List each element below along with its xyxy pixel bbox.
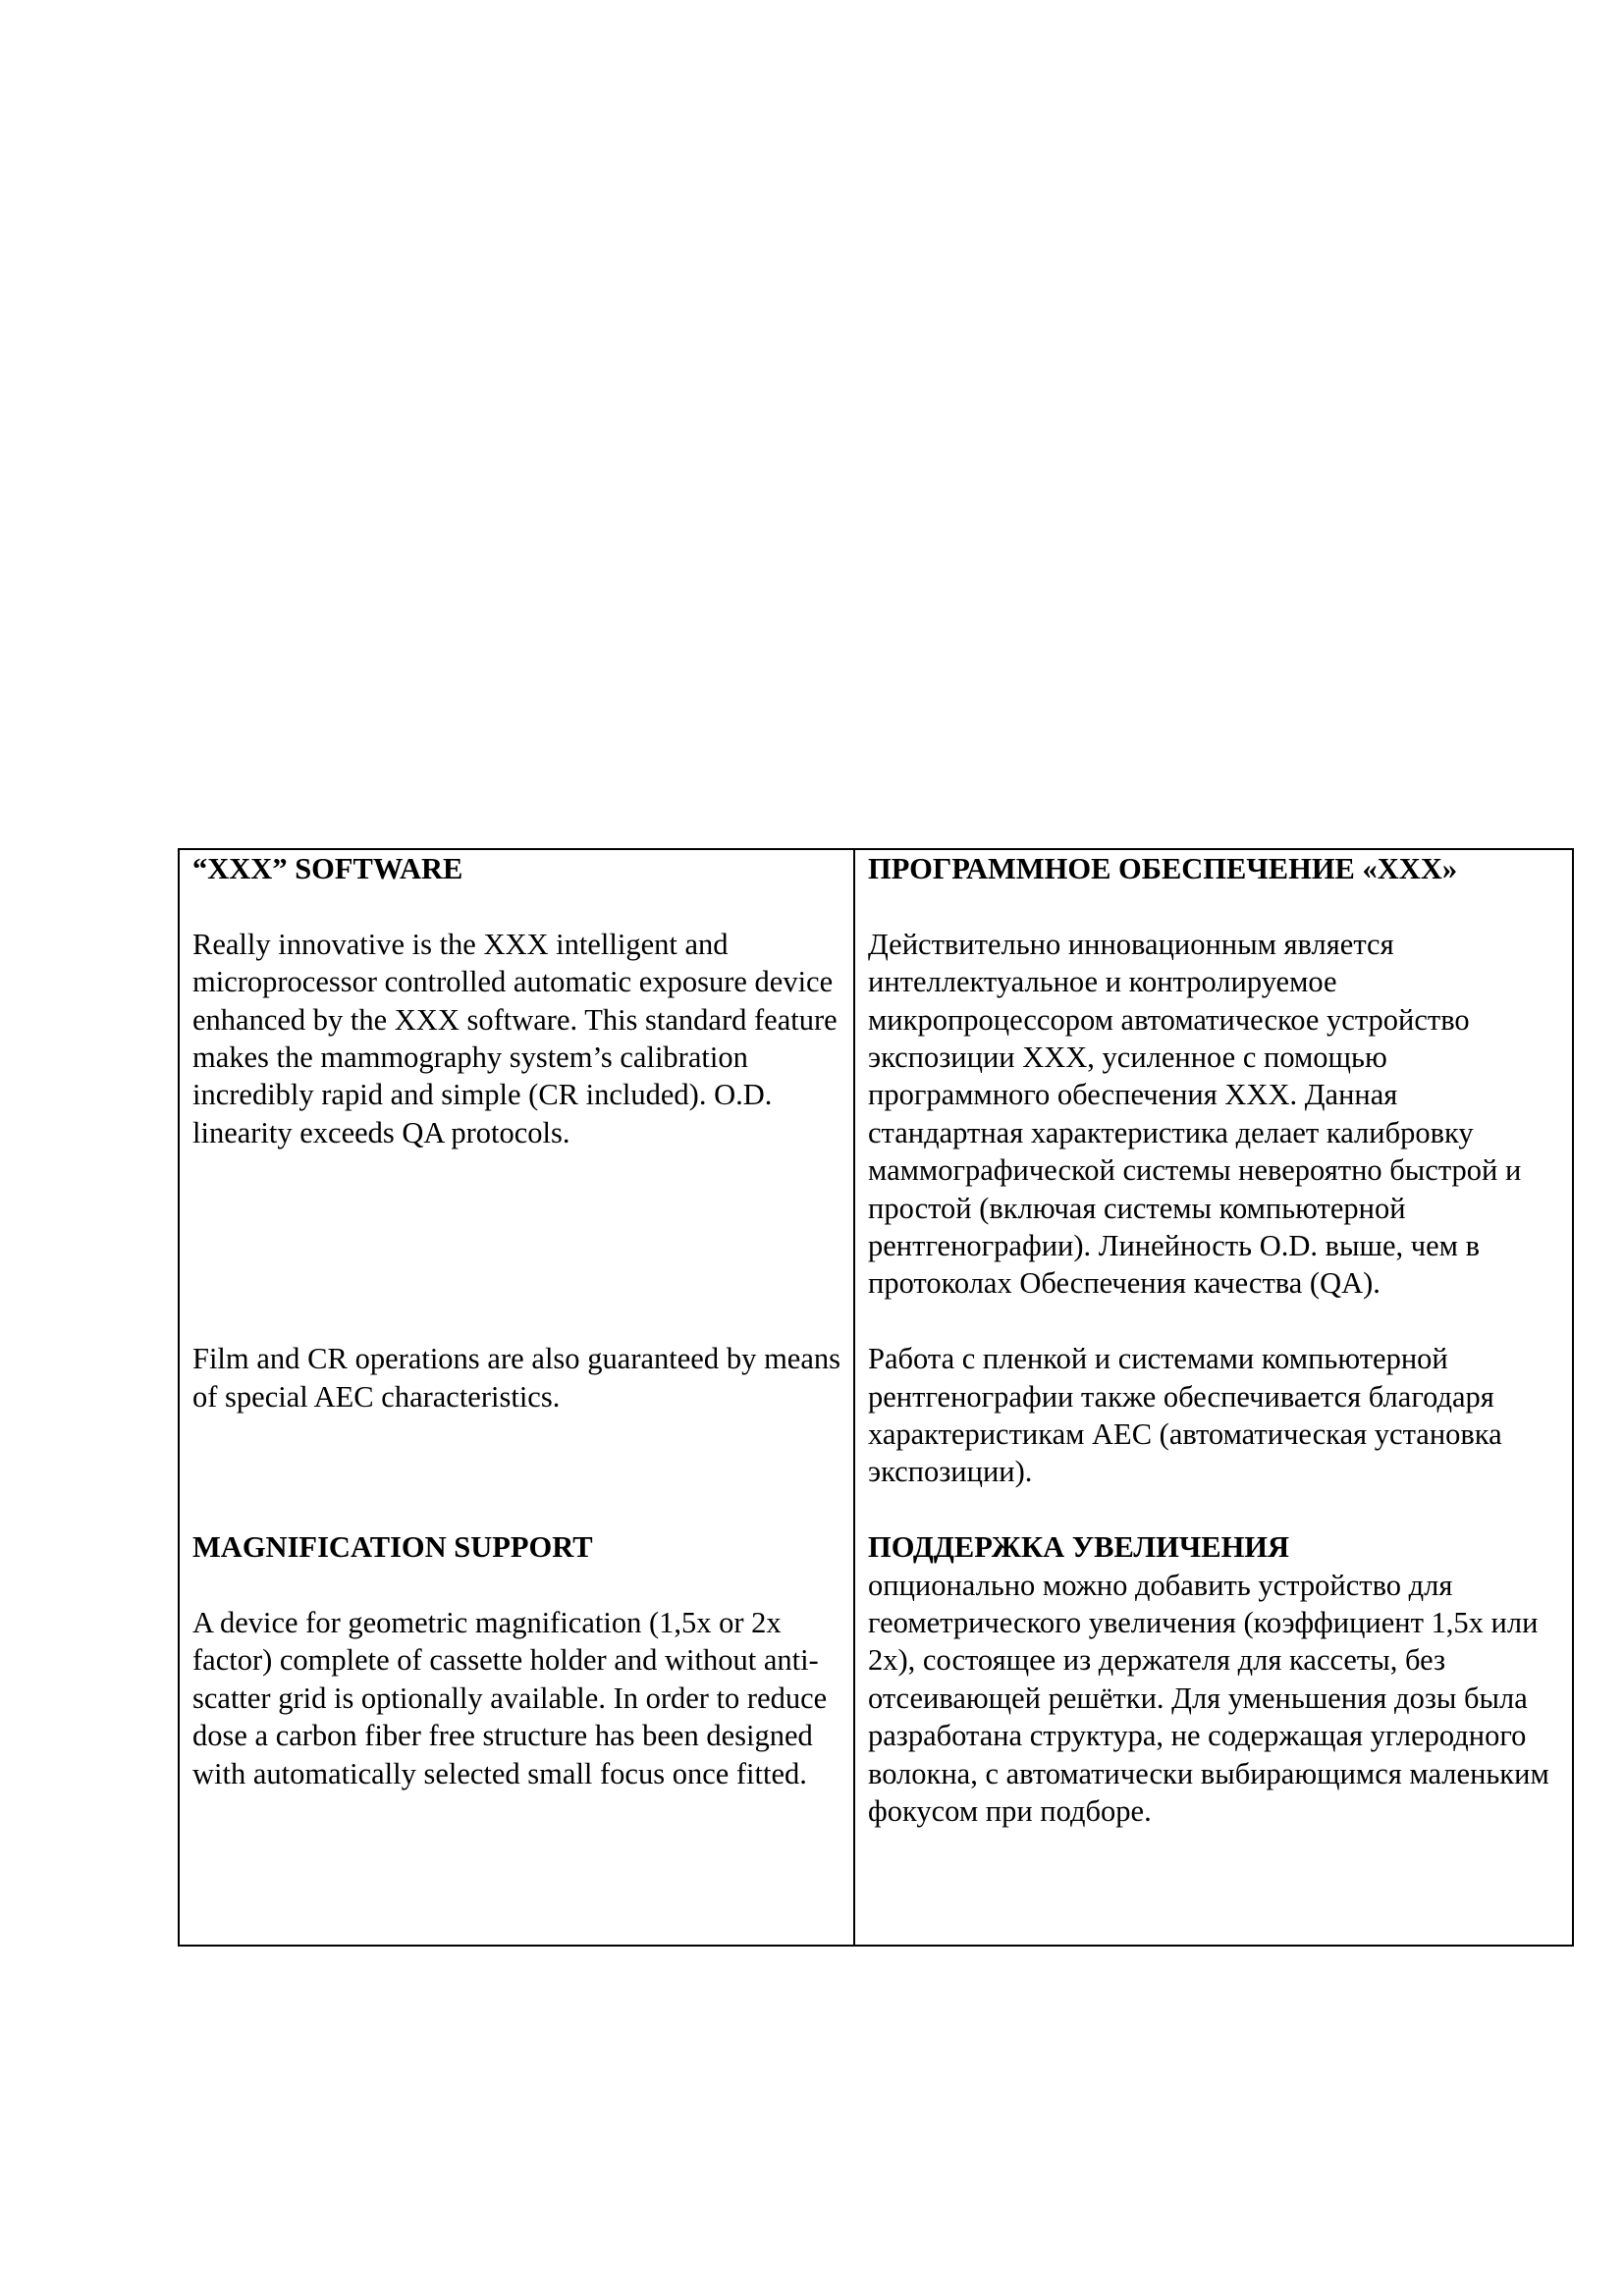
- software-paragraph-en: Really innovative is the XXX intelligent and microprocessor controlled automatic exposure device enhanced by the XXX software. This standard feature makes the mammography system’s calibration incredibly rapid and simple (CR included). O.D. linearity exceeds QA protocols.: [192, 927, 838, 1149]
- film-paragraph-en: Film and CR operations are also guaranteed by means of special AEC characteristics.: [192, 1342, 840, 1414]
- software-paragraph-ru: Действительно инновационным является интеллектуальное и контролируемое микропроцессором автоматическое устройство экспозиции XXX, усиленное с помощью программного обеспечения XXX. Данная стандартная характеристика делает калибровку маммографической системы невероятно быстрой и простой (включая системы компьютерной рентгенографии). Линейность O.D. выше, чем в протоколах Обеспечения качества (QA).: [868, 927, 1522, 1301]
- english-column: [180, 850, 855, 1945]
- russian-column: [855, 850, 1572, 1945]
- software-heading-ru: ПРОГРАММНОЕ ОБЕСПЕЧЕНИЕ «XXX»: [868, 852, 1458, 885]
- bilingual-table: [178, 848, 1574, 1947]
- magnification-heading-ru: ПОДДЕРЖКА УВЕЛИЧЕНИЯ: [868, 1530, 1290, 1565]
- magnification-paragraph-ru: опционально можно добавить устройство для геометрического увеличения (коэффициент 1,5x или 2x), состоящее из держателя для кассеты, без отсеивающей решётки. Для уменьшения дозы была разработана структура, не содержащая углеродного волокна, с автоматически выбирающимся маленьким фокусом при подборе.: [868, 1568, 1549, 1829]
- film-paragraph-ru: Работа с пленкой и системами компьютерной рентгенографии также обеспечивается благодаря характеристикам AEC (автоматическая установка экспозиции).: [868, 1342, 1502, 1489]
- software-heading-en: “XXX” SOFTWARE: [192, 852, 463, 885]
- magnification-heading-en: MAGNIFICATION SUPPORT: [192, 1530, 593, 1565]
- magnification-paragraph-en: A device for geometric magnification (1,5x or 2x factor) complete of cassette holder and without anti-scatter grid is optionally available. In order to reduce dose a carbon fiber free structure has been designed with automatically selected small focus once fitted.: [192, 1605, 828, 1790]
